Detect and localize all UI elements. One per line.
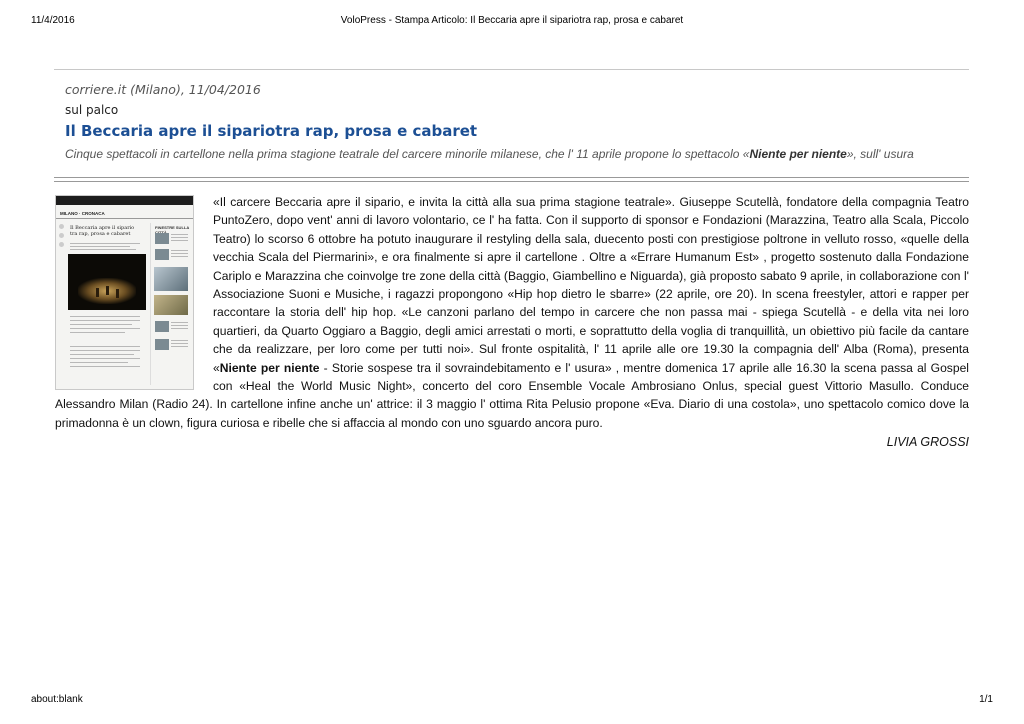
thumbnail-sidebar-heading: FINESTRE SULLA bbox=[155, 225, 190, 230]
print-header bbox=[31, 15, 993, 29]
print-date: 11/4/2016 bbox=[31, 15, 75, 26]
subhead-post: », sull' usura bbox=[846, 147, 914, 161]
print-page-number: 1/1 bbox=[979, 694, 993, 705]
thumbnail-stage-photo bbox=[68, 254, 146, 310]
thumbnail-headline: Il Beccaria apre il sipario tra rap, prosa e cabaret bbox=[70, 225, 135, 237]
subhead-pre: Cinque spettacoli in cartellone nella prima stagione teatrale del carcere minorile milanese, che l' 11 aprile propone lo spettacolo « bbox=[65, 147, 750, 161]
thumbnail-section-label: MILANO · CRONACA bbox=[60, 211, 105, 216]
subhead-bold: Niente per niente bbox=[749, 147, 847, 161]
article-author: LIVIA GROSSI bbox=[886, 435, 969, 449]
article-clipping-thumbnail bbox=[55, 195, 194, 390]
thumbnail-sidebar bbox=[150, 223, 191, 385]
print-url: about:blank bbox=[31, 694, 83, 705]
article-headline: Il Beccaria apre il sipariotra rap, prosa e cabaret bbox=[65, 122, 478, 140]
body-pre: «Il carcere Beccaria apre il sipario, e invita la città alla sua prima stagione teatrale». Giuseppe Scutellà, fondatore della compagnia Teatro PuntoZero, dopo vent' anni di lavoro volontario, ce l' ha fatta. Con il supporto di sponsor e Fondazioni (Marazzina, Teatro alla Scala, Piccolo Teatro) lo scorso 6 ottobre ha potuto inaugurare il restyling della sala, duecento posti con prestigiose poltrone in velluto rosso, «quelle della vecchia Scala del Piermarini», e ora finalmente si apre il cartellone . Oltre a «Errare Humanum Est» , progetto sostenuto dalla Fondazione Cariplo e Marazzina che coinvolge tre zone della città (Baggio, Giambellino e Niguarda), già proposto sabato 9 aprile, in collaborazione con l' Associazione Suoni e Musiche, i ragazzi propongono «Hip hop dietro le sbarre» (22 aprile, ore 20). In scena freestyler, attori e rapper per raccontare la storia dell' hip hop. «Le canzoni parlano del tempo in carcere che non passa mai - spiega Scutellà - e della vita nei loro quartieri, da Quarto Oggiaro a Baggio, degli amici arrestati o morti, e soprattutto della voglia di tranquillità, un obiettivo più facile da cantare che da realizzare, per loro come per tutti noi». Sul fronte ospitalità, l' 11 aprile alle ore 19.30 la compagnia dell' Alba (Roma), presenta « bbox=[213, 195, 969, 375]
print-page-title: VoloPress - Stampa Articolo: Il Beccaria apre il sipariotra rap, prosa e cabaret bbox=[340, 15, 684, 26]
top-divider bbox=[54, 69, 969, 70]
article-source: corriere.it (Milano), 11/04/2016 bbox=[65, 82, 261, 97]
body-bold: Niente per niente bbox=[219, 360, 320, 375]
print-footer bbox=[31, 694, 993, 708]
thumbnail-share-icons bbox=[59, 224, 65, 251]
article-section: sul palco bbox=[65, 103, 119, 117]
header-double-divider bbox=[54, 177, 969, 182]
article-subhead bbox=[65, 147, 965, 161]
body-post: - Storie sospese tra il sovraindebitamento e l' usura» , mentre domenica 17 aprile alle 16.30 la scena passa al Gospel con «Heal the World Music Night», concerto del coro Ensemble Vocale Ambrosiano Onlus, special guest Vittorio Masullo. Conduce Alessandro Milan (Radio 24). In cartellone infine anche un' attrice: il 3 maggio l' ottima Rita Pelusio propone «Eva. Diario di una costola», uno spettacolo comico dove la primadonna è un clown, figura curiosa e ribelle che si affaccia al mondo con uno sguardo ancora puro. bbox=[55, 360, 969, 430]
thumbnail-header-bar bbox=[56, 196, 193, 205]
